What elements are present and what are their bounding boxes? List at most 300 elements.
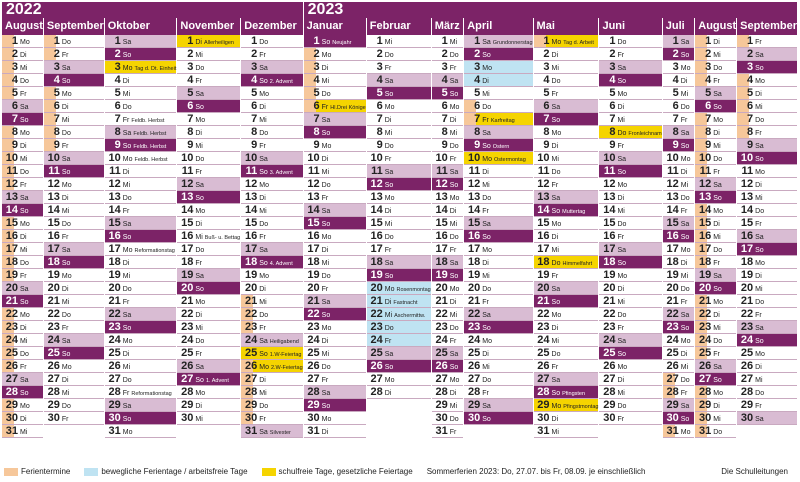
day-number: 24 <box>108 334 121 346</box>
day-note: Tag d. Arbeit <box>563 40 594 46</box>
day-note: Tag d. Dt. Einheit <box>134 66 177 72</box>
day-number: 12 <box>108 178 121 190</box>
day-cell <box>177 282 240 295</box>
day-number: 13 <box>181 191 194 203</box>
day-number: 21 <box>537 295 550 307</box>
day-cell <box>44 373 104 386</box>
weekday-label: Do <box>617 403 627 410</box>
weekday-label: Do <box>755 208 765 215</box>
legend-summer <box>427 464 646 480</box>
day-number: 26 <box>537 360 550 372</box>
day-note: Himmelfahrt <box>562 261 593 267</box>
weekday-label: Mi <box>321 260 330 267</box>
weekday-label: Fr <box>713 169 720 176</box>
day-number: 12 <box>5 178 18 190</box>
weekday-label: Di <box>482 169 489 176</box>
legend-beweglich-label: bewegliche Ferientage / arbeitsfreie Tage <box>101 467 248 476</box>
day-number: 10 <box>666 152 679 164</box>
day-note: 3. Advent <box>269 170 293 176</box>
day-cell <box>44 87 104 100</box>
day-number: 12 <box>467 178 481 190</box>
day-cell <box>464 152 532 165</box>
weekday-label: Mi <box>20 247 28 254</box>
weekday-label: Mo <box>321 143 332 150</box>
day-cell <box>737 321 797 334</box>
weekday-label: So <box>61 351 71 358</box>
day-number: 5 <box>11 87 18 99</box>
weekday-label: Fr <box>680 299 688 306</box>
day-number: 1 <box>313 35 320 47</box>
day-number: 11 <box>48 165 60 177</box>
weekday-label: So <box>61 260 71 267</box>
weekday-label: Do <box>482 286 492 293</box>
day-cell <box>304 126 366 139</box>
day-cell <box>464 126 532 139</box>
weekday-label: So <box>122 325 132 332</box>
weekday-label: Sa <box>321 208 331 215</box>
weekday-label: Di <box>680 78 688 85</box>
day-cell <box>177 217 240 230</box>
weekday-label: Sa <box>482 221 491 228</box>
day-cell <box>2 191 43 204</box>
weekday-label: So <box>551 299 561 306</box>
day-number: 26 <box>370 360 383 372</box>
weekday-label: Mo <box>617 364 628 371</box>
day-cell <box>367 87 431 100</box>
day-number: 11 <box>109 165 121 177</box>
weekday-label: Fr <box>713 260 720 267</box>
day-number: 3 <box>376 61 383 73</box>
day-cell <box>534 139 599 152</box>
weekday-label: Do <box>551 78 561 85</box>
day-cell <box>241 412 302 425</box>
weekday-label: Do <box>20 351 29 358</box>
weekday-label: Fr <box>449 65 457 72</box>
day-cell <box>105 334 177 347</box>
day-number: 10 <box>47 152 60 164</box>
weekday-label: Di <box>680 351 688 358</box>
weekday-label: Do <box>755 117 765 124</box>
day-number: 11 <box>181 165 194 177</box>
day-number: 30 <box>108 412 121 424</box>
day-cell <box>2 360 43 373</box>
day-number: 10 <box>244 152 258 164</box>
day-cell <box>177 269 240 282</box>
day-cell <box>241 165 302 178</box>
day-cell <box>367 230 431 243</box>
day-number: 29 <box>666 399 679 411</box>
day-number: 18 <box>307 256 320 268</box>
weekday-label: Di <box>482 78 489 85</box>
day-cell <box>695 87 736 100</box>
weekday-label: Mo <box>61 182 72 189</box>
weekday-label: Di <box>617 286 625 293</box>
day-cell <box>464 295 532 308</box>
weekday-label: Mi <box>384 39 393 46</box>
day-number: 11 <box>537 165 550 177</box>
day-cell <box>241 217 302 230</box>
day-number: 19 <box>740 269 754 281</box>
day-number: 17 <box>666 243 679 255</box>
day-note: 2. Advent <box>269 79 293 85</box>
publisher-label: Die Schulleitungen <box>721 467 788 476</box>
weekday-label: Mo <box>20 312 30 319</box>
weekday-label: Mo <box>195 299 206 306</box>
day-number: 2 <box>251 48 258 60</box>
day-cell <box>44 217 104 230</box>
weekday-label: Mi <box>195 416 203 423</box>
weekday-label: Sa <box>195 182 204 189</box>
weekday-label: Fr <box>482 117 489 124</box>
day-number: 20 <box>5 282 18 294</box>
weekday-label: Mi <box>755 104 763 111</box>
weekday-label: Mo <box>755 260 765 267</box>
day-cell <box>737 48 797 61</box>
weekday-label: Sa <box>384 260 394 267</box>
day-number: 21 <box>108 295 121 307</box>
day-number: 20 <box>370 282 383 294</box>
day-cell <box>695 347 736 360</box>
day-cell <box>464 165 532 178</box>
weekday-label: Di <box>384 117 392 124</box>
day-cell <box>737 308 797 321</box>
day-cell <box>737 230 797 243</box>
day-cell <box>2 308 43 321</box>
day-cell <box>304 321 366 334</box>
day-cell <box>304 74 366 87</box>
day-number: 21 <box>666 295 679 307</box>
weekday-label: Do <box>195 338 205 345</box>
day-number: 4 <box>747 74 754 86</box>
weekday-label: Mo <box>195 390 206 397</box>
day-cell <box>241 308 302 321</box>
day-number: 12 <box>537 178 550 190</box>
weekday-label: Mo <box>321 325 332 332</box>
weekday-label: Sa <box>680 221 690 228</box>
day-number: 21 <box>244 295 258 307</box>
empty-cell <box>177 425 240 438</box>
day-cell <box>599 373 661 386</box>
day-number: 19 <box>307 269 320 281</box>
day-number: 6 <box>313 100 320 112</box>
weekday-label: Mo <box>20 403 30 410</box>
weekday-label: Di <box>482 351 489 358</box>
day-number: 23 <box>47 321 60 333</box>
day-number: 22 <box>370 308 383 320</box>
day-number: 28 <box>699 386 712 398</box>
weekday-label: So <box>449 273 459 280</box>
weekday-label: Fr <box>20 364 27 371</box>
weekday-label: Mo <box>449 104 460 111</box>
day-number: 27 <box>740 373 754 385</box>
day-note: Reformationstag <box>131 391 172 397</box>
day-cell <box>432 347 464 360</box>
weekday-label: Mi <box>449 130 458 137</box>
day-number: 11 <box>699 165 712 177</box>
weekday-label: Mi <box>713 416 721 423</box>
day-cell <box>105 139 177 152</box>
day-cell <box>105 321 177 334</box>
weekday-label: Do <box>259 403 269 410</box>
day-cell <box>432 35 464 48</box>
day-number: 30 <box>467 412 481 424</box>
weekday-label: Fr <box>61 416 69 423</box>
weekday-label: Fr <box>61 52 69 59</box>
day-number: 21 <box>467 295 481 307</box>
day-number: 1 <box>114 35 121 47</box>
day-number: 2 <box>543 48 550 60</box>
day-note: 4. Advent <box>269 261 293 267</box>
day-number: 30 <box>699 412 712 424</box>
weekday-label: Do <box>617 221 627 228</box>
day-number: 13 <box>467 191 481 203</box>
weekday-label: Fr <box>617 234 625 241</box>
empty-cell <box>367 425 431 438</box>
day-number: 27 <box>467 373 481 385</box>
weekday-label: Mo <box>122 65 133 72</box>
day-number: 24 <box>181 334 194 346</box>
day-cell <box>695 295 736 308</box>
weekday-label: Do <box>321 364 331 371</box>
weekday-label: So <box>195 377 204 384</box>
day-number: 17 <box>537 243 550 255</box>
weekday-label: Sa <box>551 195 561 202</box>
weekday-label: Mo <box>551 130 562 137</box>
day-cell <box>737 74 797 87</box>
day-number: 7 <box>313 113 320 125</box>
day-number: 26 <box>307 360 320 372</box>
day-number: 11 <box>741 165 754 177</box>
weekday-label: Mi <box>482 182 490 189</box>
weekday-label: Mo <box>551 403 562 410</box>
day-cell <box>241 74 302 87</box>
day-cell <box>534 256 599 269</box>
day-number: 13 <box>5 191 18 203</box>
day-number: 26 <box>244 360 258 372</box>
day-number: 20 <box>47 282 60 294</box>
day-number: 25 <box>537 347 550 359</box>
day-cell <box>241 87 302 100</box>
day-cell <box>44 35 104 48</box>
day-cell <box>2 412 43 425</box>
day-cell <box>464 35 532 48</box>
weekday-label: Mo <box>482 65 492 72</box>
day-number: 25 <box>307 347 320 359</box>
weekday-label: Do <box>61 312 71 319</box>
day-number: 4 <box>251 74 258 86</box>
day-number: 14 <box>603 204 616 216</box>
weekday-label: So <box>617 78 627 85</box>
weekday-label: Mi <box>617 117 625 124</box>
weekday-label: Sa <box>195 91 204 98</box>
day-cell <box>105 178 177 191</box>
weekday-label: Mo <box>680 247 691 254</box>
day-number: 28 <box>181 386 194 398</box>
day-cell <box>177 399 240 412</box>
day-number: 24 <box>666 334 679 346</box>
day-cell <box>663 178 695 191</box>
weekday-label: Mi <box>551 156 559 163</box>
weekday-label: Do <box>384 234 394 241</box>
weekday-label: Mi <box>482 364 490 371</box>
day-cell <box>177 165 240 178</box>
day-cell <box>534 230 599 243</box>
day-cell <box>663 74 695 87</box>
day-number: 11 <box>436 165 448 177</box>
day-number: 3 <box>705 61 712 73</box>
day-number: 30 <box>244 412 258 424</box>
day-cell <box>663 48 695 61</box>
day-number: 14 <box>666 204 679 216</box>
day-number: 22 <box>603 308 616 320</box>
day-number: 31 <box>699 425 712 437</box>
day-cell <box>367 152 431 165</box>
day-number: 3 <box>672 61 679 73</box>
day-cell <box>2 204 43 217</box>
day-cell <box>432 295 464 308</box>
day-note: Feldb. Herbst <box>133 144 167 150</box>
weekday-label: Mo <box>551 39 562 46</box>
day-cell <box>241 178 302 191</box>
weekday-label: Mo <box>482 247 492 254</box>
month-header: Januar <box>304 18 366 35</box>
day-number: 5 <box>313 87 320 99</box>
day-number: 13 <box>244 191 258 203</box>
day-cell <box>737 217 797 230</box>
month-header: November <box>177 18 240 35</box>
weekday-label: Di <box>321 247 329 254</box>
day-cell <box>304 139 366 152</box>
weekday-label: Fr <box>259 325 266 332</box>
weekday-label: Do <box>482 377 492 384</box>
day-cell <box>464 191 532 204</box>
day-number: 28 <box>244 386 258 398</box>
day-cell <box>177 347 240 360</box>
weekday-label: Mi <box>680 182 689 189</box>
weekday-label: So <box>384 364 394 371</box>
weekday-label: Di <box>551 325 559 332</box>
day-cell <box>663 126 695 139</box>
weekday-label: Fr <box>384 247 392 254</box>
day-cell <box>304 399 366 412</box>
day-cell <box>105 217 177 230</box>
weekday-label: Di <box>259 286 266 293</box>
day-number: 27 <box>307 373 320 385</box>
day-number: 2 <box>313 48 320 60</box>
weekday-label: Mi <box>713 234 721 241</box>
day-cell <box>534 61 599 74</box>
weekday-label: Di <box>384 299 392 306</box>
day-number: 19 <box>108 269 121 281</box>
day-number: 1 <box>376 35 383 47</box>
day-cell <box>599 347 661 360</box>
day-cell <box>534 425 599 438</box>
day-number: 10 <box>740 152 754 164</box>
day-number: 24 <box>603 334 616 346</box>
day-cell <box>432 425 464 438</box>
day-note: Allerheiligen <box>204 40 234 46</box>
day-cell <box>599 100 661 113</box>
weekday-label: Fr <box>755 130 762 137</box>
day-number: 3 <box>543 61 550 73</box>
day-number: 11 <box>468 165 481 177</box>
weekday-label: So <box>713 195 722 202</box>
day-number: 6 <box>11 100 18 112</box>
weekday-label: Sa <box>195 273 204 280</box>
day-cell <box>44 100 104 113</box>
day-cell <box>44 308 104 321</box>
day-number: 20 <box>537 282 550 294</box>
day-cell <box>737 35 797 48</box>
day-number: 30 <box>666 412 679 424</box>
weekday-label: Fr <box>122 390 130 397</box>
day-number: 11 <box>371 165 383 177</box>
weekday-label: Sa <box>617 156 627 163</box>
weekday-label: Di <box>551 143 559 150</box>
day-cell <box>367 100 431 113</box>
day-number: 10 <box>108 152 121 164</box>
day-cell <box>695 204 736 217</box>
day-number: 9 <box>609 139 616 151</box>
day-cell <box>241 126 302 139</box>
day-cell <box>464 139 532 152</box>
day-number: 14 <box>740 204 754 216</box>
day-number: 24 <box>435 334 448 346</box>
weekday-label: Di <box>384 390 392 397</box>
day-cell <box>599 74 661 87</box>
day-number: 1 <box>543 35 550 47</box>
weekday-label: Do <box>449 325 459 332</box>
day-number: 16 <box>467 230 481 242</box>
day-number: 7 <box>11 113 18 125</box>
weekday-label: So <box>259 169 268 176</box>
legend-holiday-label: schulfreie Tage, gesetzliche Feiertage <box>278 467 413 476</box>
day-cell <box>737 256 797 269</box>
day-cell <box>695 412 736 425</box>
day-cell <box>241 321 302 334</box>
day-cell <box>737 373 797 386</box>
day-number: 22 <box>47 308 60 320</box>
weekday-label: Do <box>449 234 459 241</box>
weekday-label: Fr <box>713 78 720 85</box>
day-cell <box>177 308 240 321</box>
day-cell <box>464 100 532 113</box>
day-cell <box>44 321 104 334</box>
day-number: 5 <box>441 87 448 99</box>
day-number: 2 <box>705 48 712 60</box>
day-cell <box>241 256 302 269</box>
day-cell <box>737 113 797 126</box>
day-number: 6 <box>705 100 712 112</box>
month-header: Februar <box>367 18 431 35</box>
day-number: 13 <box>47 191 60 203</box>
weekday-label: Di <box>713 221 720 228</box>
weekday-label: So <box>61 78 71 85</box>
day-number: 20 <box>181 282 194 294</box>
weekday-label: Mo <box>384 377 395 384</box>
weekday-label: Do <box>61 130 71 137</box>
weekday-label: So <box>617 351 627 358</box>
day-cell <box>737 204 797 217</box>
weekday-label: Mi <box>551 247 559 254</box>
day-number: 11 <box>667 165 679 177</box>
weekday-label: Mi <box>259 208 267 215</box>
weekday-label: So <box>482 143 491 150</box>
day-number: 27 <box>666 373 679 385</box>
weekday-label: Sa <box>482 39 491 46</box>
weekday-label: So <box>449 182 459 189</box>
weekday-label: Fr <box>449 338 457 345</box>
